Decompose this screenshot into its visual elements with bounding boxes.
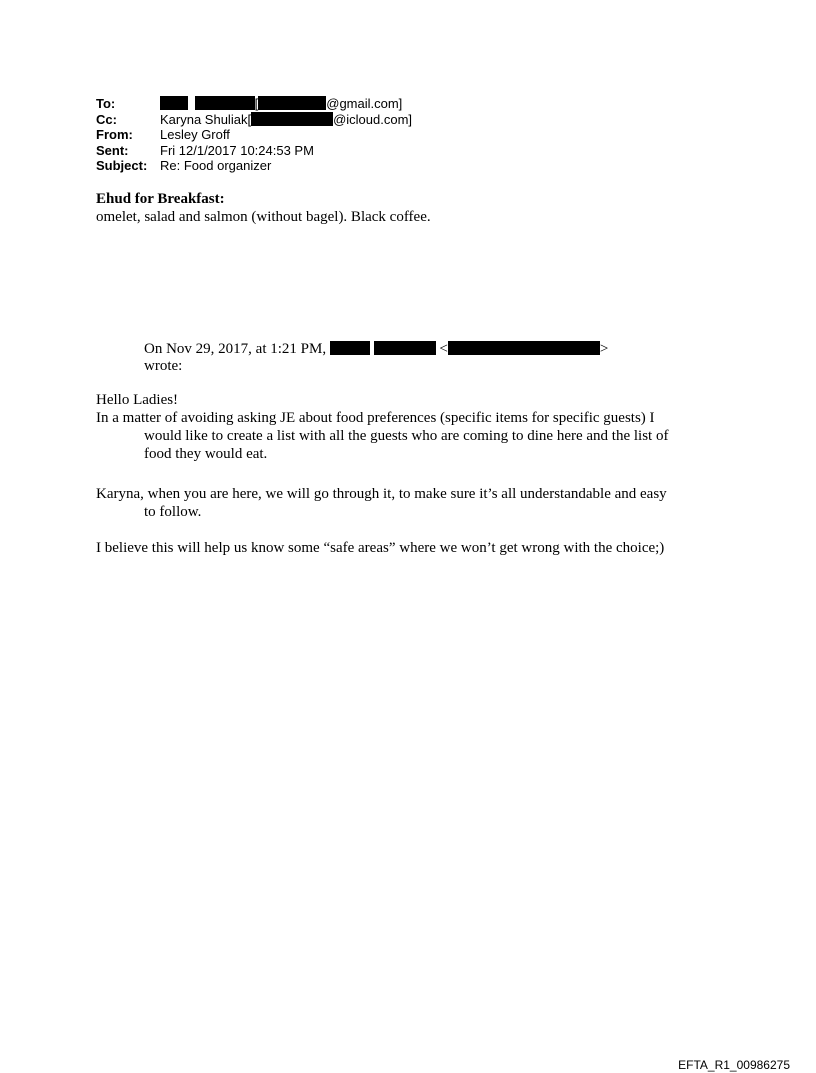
quote-intro: On Nov 29, 2017, at 1:21 PM, [144,341,327,357]
redaction-box [330,341,370,355]
to-domain: @gmail.com] [326,96,403,111]
sent-row [96,143,412,159]
quote-paragraph [96,409,676,463]
email-header [96,96,412,174]
quote-paragraph-1: In a matter of avoiding asking JE about food preferences (specific items for specific guests) I would like to create a list with all the guests who are coming to dine here and the list of food they would eat. [96,410,669,462]
sent-label: Sent: [96,142,129,158]
quote-paragraph-2: Karyna, when you are here, we will go through it, to make sure it’s all understandable and easy to follow. [96,486,667,520]
subject-value: Re: Food organizer [160,158,272,173]
cc-row [96,112,412,128]
cc-domain: @icloud.com] [333,111,413,127]
quote-greeting: Hello Ladies! [96,392,179,408]
sent-value: Fri 12/1/2017 10:24:53 PM [160,142,314,158]
quote-intro-line: On Nov 29, 2017, at 1:21 PM, < > [144,341,609,357]
redaction-box [374,341,436,355]
document-id: EFTA_R1_00986275 [678,1058,790,1072]
to-row [96,96,412,112]
reply-text: omelet, salad and salmon (without bagel). Black coffee. [96,209,431,225]
cc-value: Karyna Shuliak[ @icloud.com] [160,111,413,127]
from-row [96,127,412,143]
redaction-box [160,96,188,110]
subject-row [96,158,412,174]
quote-paragraph [96,539,676,557]
subject-label: Subject: [96,158,148,173]
redaction-box [251,112,333,126]
redaction-box [195,96,255,110]
quote-paragraph-3: I believe this will help us know some “safe areas” where we won’t get wrong with the choice;) [96,540,665,556]
cc-label: Cc: [96,111,117,127]
to-label: To: [96,96,116,111]
quote-paragraph [96,485,676,521]
quote-wrote: wrote: [144,358,183,374]
reply-heading: Ehud for Breakfast: [96,191,225,207]
redaction-box [448,341,600,355]
from-label: From: [96,127,133,142]
redaction-box [258,96,326,110]
to-value: [ @gmail.com] [160,96,402,112]
from-value: Lesley Groff [160,127,230,142]
